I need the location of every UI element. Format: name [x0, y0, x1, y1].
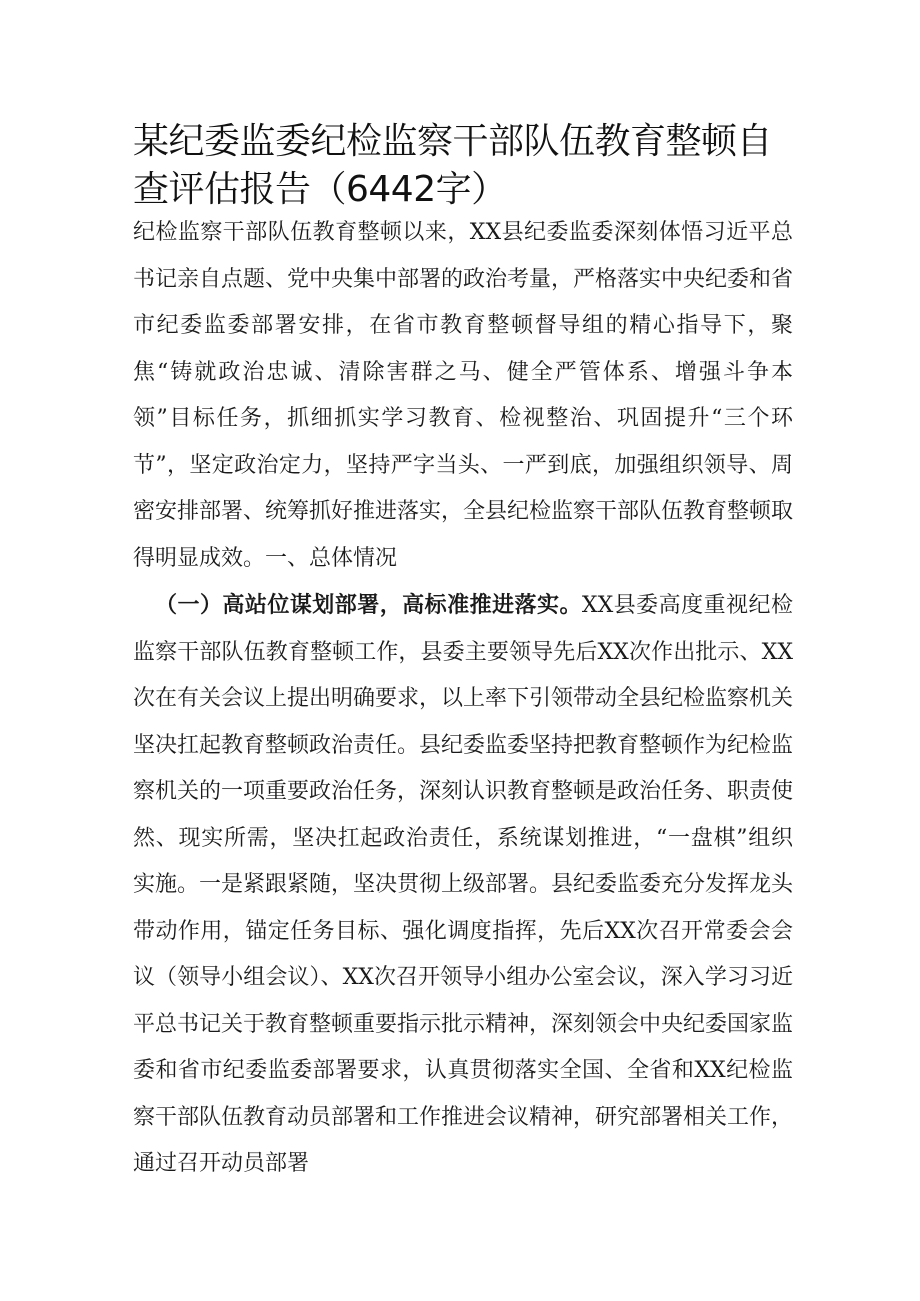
- paragraph-section-1: [133, 582, 793, 1188]
- paragraph-body-text: XX县委高度重视纪检监察干部队伍教育整顿工作，县委主要领导先后XX次作出批示、XX次在有关会议上提出明确要求，以上率下引领带动全县纪检监察机关坚决扛起教育整顿政治责任。县纪委监委坚持把教育整顿作为纪检监察机关的一项重要政治任务，深刻认识教育整顿是政治任务、职责使然、现实所需，坚决扛起政治责任，系统谋划推进，“一盘棋”组织实施。一是紧跟紧随，坚决贯彻上级部署。县纪委监委充分发挥龙头带动作用，锚定任务目标、强化调度指挥，先后XX次召开常委会会议（领导小组会议）、XX次召开领导小组办公室会议，深入学习习近平总书记关于教育整顿重要指示批示精神，深刻领会中央纪委国家监委和省市纪委监委部署要求，认真贯彻落实全国、全省和XX纪检监察干部队伍教育动员部署和工作推进会议精神，研究部署相关工作，通过召开动员部署: [133, 593, 794, 1176]
- paragraph-lead-heading: （一）高站位谋划部署，高标准推进落实。: [155, 592, 582, 618]
- document-body: [133, 210, 793, 1188]
- paragraph-intro: 纪检监察干部队伍教育整顿以来，XX县纪委监委深刻体悟习近平总书记亲自点题、党中央集中部署的政治考量，严格落实中央纪委和省市纪委监委部署安排，在省市教育整顿督导组的精心指导下，聚焦“铸就政治忠诚、清除害群之马、健全严管体系、增强斗争本领”目标任务，抓细抓实学习教育、检视整治、巩固提升“三个环节”，坚定政治定力，坚持严字当头、一严到底，加强组织领导、周密安排部署、统筹抓好推进落实，全县纪检监察干部队伍教育整顿取得明显成效。一、总体情况: [133, 220, 794, 571]
- document-title: 某纪委监委纪检监察干部队伍教育整顿自查评估报告（6442字）: [133, 121, 773, 210]
